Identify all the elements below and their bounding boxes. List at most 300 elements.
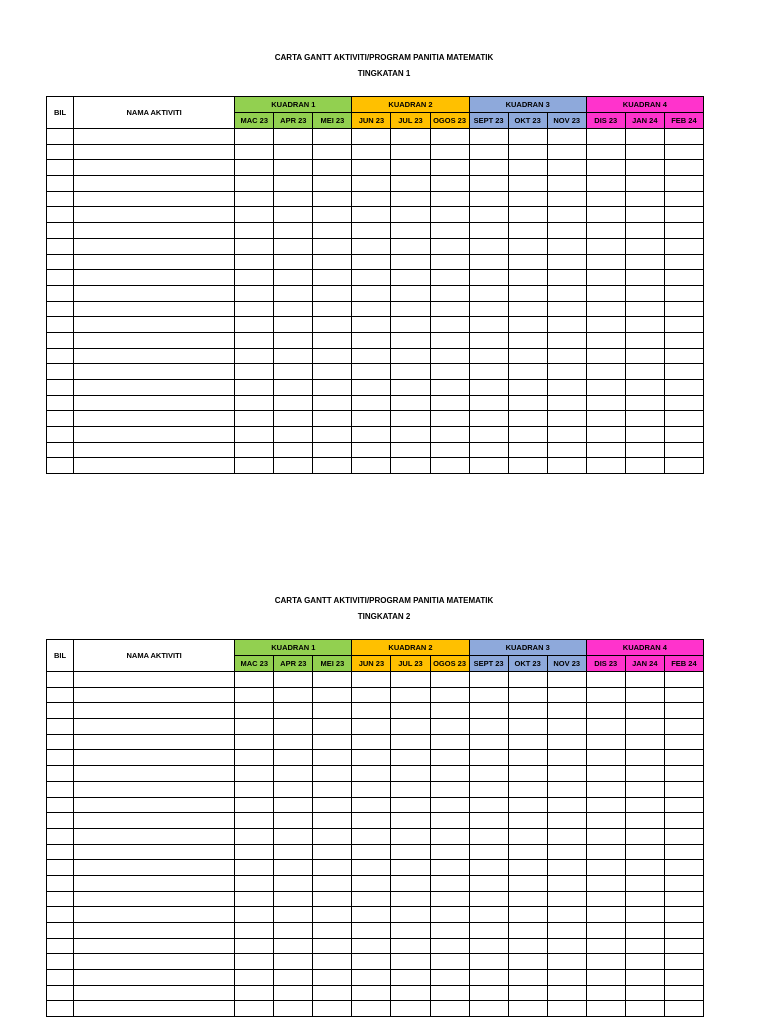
month-cell xyxy=(235,985,274,1001)
month-cell xyxy=(547,734,586,750)
month-cell xyxy=(430,411,469,427)
month-cell xyxy=(508,1001,547,1017)
month-cell xyxy=(235,828,274,844)
month-cell xyxy=(586,1001,625,1017)
month-cell xyxy=(274,223,313,239)
month-cell xyxy=(235,766,274,782)
month-cell xyxy=(547,380,586,396)
month-cell xyxy=(508,285,547,301)
month-cell xyxy=(508,750,547,766)
month-cell xyxy=(508,129,547,145)
month-cell xyxy=(235,223,274,239)
month-cell xyxy=(352,813,391,829)
month-cell xyxy=(586,238,625,254)
month-cell xyxy=(508,828,547,844)
month-cell xyxy=(352,828,391,844)
month-cell xyxy=(391,301,430,317)
month-cell xyxy=(313,395,352,411)
activity-name-cell xyxy=(74,923,235,939)
activity-name-cell xyxy=(74,144,235,160)
month-cell xyxy=(586,285,625,301)
activity-name-cell xyxy=(74,254,235,270)
month-cell xyxy=(625,364,664,380)
month-cell xyxy=(430,985,469,1001)
bil-cell xyxy=(47,238,74,254)
month-cell xyxy=(586,191,625,207)
month-cell xyxy=(469,891,508,907)
month-cell xyxy=(625,797,664,813)
month-cell xyxy=(352,144,391,160)
table-row xyxy=(47,875,704,891)
bil-cell xyxy=(47,813,74,829)
month-cell xyxy=(586,395,625,411)
table-row xyxy=(47,144,704,160)
month-cell xyxy=(547,672,586,688)
month-cell xyxy=(469,458,508,474)
bil-cell xyxy=(47,828,74,844)
month-cell xyxy=(625,254,664,270)
month-cell xyxy=(586,985,625,1001)
month-cell xyxy=(664,828,703,844)
bil-cell xyxy=(47,442,74,458)
month-cell xyxy=(547,458,586,474)
activity-name-cell xyxy=(74,781,235,797)
month-cell xyxy=(352,364,391,380)
month-cell xyxy=(274,254,313,270)
bil-cell xyxy=(47,144,74,160)
quarter-3-header: KUADRAN 3 xyxy=(469,640,586,656)
month-cell xyxy=(313,129,352,145)
month-cell xyxy=(274,160,313,176)
bil-cell xyxy=(47,954,74,970)
month-header: OKT 23 xyxy=(508,656,547,672)
month-cell xyxy=(547,254,586,270)
month-cell xyxy=(274,176,313,192)
month-cell xyxy=(352,380,391,396)
month-cell xyxy=(508,875,547,891)
month-cell xyxy=(430,285,469,301)
bil-cell xyxy=(47,380,74,396)
month-cell xyxy=(352,797,391,813)
month-cell xyxy=(352,427,391,443)
month-cell xyxy=(469,813,508,829)
month-cell xyxy=(586,411,625,427)
month-cell xyxy=(586,750,625,766)
month-cell xyxy=(430,970,469,986)
activity-name-cell xyxy=(74,238,235,254)
month-cell xyxy=(508,191,547,207)
month-cell xyxy=(352,781,391,797)
month-cell xyxy=(274,719,313,735)
month-cell xyxy=(235,703,274,719)
month-cell xyxy=(274,129,313,145)
month-cell xyxy=(274,395,313,411)
bil-cell xyxy=(47,411,74,427)
table-row xyxy=(47,891,704,907)
month-cell xyxy=(625,734,664,750)
month-cell xyxy=(469,129,508,145)
month-cell xyxy=(508,160,547,176)
month-cell xyxy=(469,442,508,458)
month-cell xyxy=(625,672,664,688)
month-cell xyxy=(508,238,547,254)
month-cell xyxy=(508,144,547,160)
table-row xyxy=(47,672,704,688)
month-cell xyxy=(664,891,703,907)
bil-cell xyxy=(47,750,74,766)
activity-name-cell xyxy=(74,458,235,474)
table-row xyxy=(47,766,704,782)
month-cell xyxy=(625,891,664,907)
month-cell xyxy=(235,844,274,860)
month-cell xyxy=(430,238,469,254)
activity-name-cell xyxy=(74,191,235,207)
month-cell xyxy=(235,875,274,891)
month-cell xyxy=(274,332,313,348)
table-row xyxy=(47,797,704,813)
table-row xyxy=(47,160,704,176)
month-cell xyxy=(274,828,313,844)
month-cell xyxy=(508,985,547,1001)
month-cell xyxy=(469,301,508,317)
month-cell xyxy=(664,923,703,939)
month-cell xyxy=(274,875,313,891)
table-row xyxy=(47,238,704,254)
month-header: OGOS 23 xyxy=(430,113,469,129)
month-cell xyxy=(391,813,430,829)
bil-cell xyxy=(47,923,74,939)
month-cell xyxy=(586,907,625,923)
activity-name-cell xyxy=(74,176,235,192)
month-cell xyxy=(664,427,703,443)
month-cell xyxy=(664,970,703,986)
table-row xyxy=(47,207,704,223)
quarter-4-header: KUADRAN 4 xyxy=(586,640,703,656)
month-cell xyxy=(391,458,430,474)
month-cell xyxy=(235,719,274,735)
month-cell xyxy=(508,411,547,427)
activity-name-cell xyxy=(74,395,235,411)
month-cell xyxy=(469,828,508,844)
activity-name-cell xyxy=(74,687,235,703)
month-cell xyxy=(313,719,352,735)
month-cell xyxy=(586,954,625,970)
month-header: SEPT 23 xyxy=(469,113,508,129)
month-cell xyxy=(547,160,586,176)
month-cell xyxy=(313,970,352,986)
month-cell xyxy=(352,223,391,239)
month-cell xyxy=(313,458,352,474)
month-cell xyxy=(586,687,625,703)
month-cell xyxy=(352,332,391,348)
month-cell xyxy=(235,176,274,192)
bil-cell xyxy=(47,458,74,474)
month-cell xyxy=(469,160,508,176)
table-row xyxy=(47,828,704,844)
month-cell xyxy=(274,364,313,380)
form-level-subtitle: TINGKATAN 2 xyxy=(357,612,411,621)
month-cell xyxy=(430,703,469,719)
month-cell xyxy=(469,1001,508,1017)
month-cell xyxy=(469,238,508,254)
month-cell xyxy=(235,301,274,317)
month-cell xyxy=(391,176,430,192)
month-cell xyxy=(508,395,547,411)
month-cell xyxy=(625,144,664,160)
month-cell xyxy=(352,907,391,923)
month-cell xyxy=(313,254,352,270)
month-cell xyxy=(664,160,703,176)
table-row xyxy=(47,395,704,411)
month-cell xyxy=(469,797,508,813)
month-cell xyxy=(235,348,274,364)
month-cell xyxy=(625,380,664,396)
table-row xyxy=(47,254,704,270)
quarter-1-header: KUADRAN 1 xyxy=(235,640,352,656)
activity-name-cell xyxy=(74,285,235,301)
month-cell xyxy=(625,860,664,876)
activity-name-cell xyxy=(74,844,235,860)
month-cell xyxy=(391,781,430,797)
month-cell xyxy=(547,781,586,797)
table-row xyxy=(47,223,704,239)
month-cell xyxy=(313,766,352,782)
form-level-subtitle: TINGKATAN 1 xyxy=(357,69,411,78)
table-row xyxy=(47,191,704,207)
quarter-2-header: KUADRAN 2 xyxy=(352,97,469,113)
month-cell xyxy=(469,348,508,364)
month-cell xyxy=(352,766,391,782)
month-cell xyxy=(547,1001,586,1017)
month-cell xyxy=(352,207,391,223)
month-cell xyxy=(235,395,274,411)
month-cell xyxy=(313,176,352,192)
bil-cell xyxy=(47,176,74,192)
month-cell xyxy=(625,938,664,954)
month-cell xyxy=(313,144,352,160)
month-cell xyxy=(430,938,469,954)
month-cell xyxy=(313,270,352,286)
month-cell xyxy=(391,160,430,176)
month-cell xyxy=(430,875,469,891)
document-title: CARTA GANTT AKTIVITI/PROGRAM PANITIA MATEMATIK xyxy=(274,596,494,605)
activity-name-cell xyxy=(74,442,235,458)
month-cell xyxy=(547,207,586,223)
table-row xyxy=(47,411,704,427)
month-cell xyxy=(547,687,586,703)
bil-cell xyxy=(47,1001,74,1017)
month-cell xyxy=(469,844,508,860)
table-row xyxy=(47,442,704,458)
quarter-2-header: KUADRAN 2 xyxy=(352,640,469,656)
month-cell xyxy=(469,985,508,1001)
bil-cell xyxy=(47,719,74,735)
month-cell xyxy=(586,380,625,396)
month-cell xyxy=(508,938,547,954)
month-cell xyxy=(313,938,352,954)
month-cell xyxy=(313,160,352,176)
month-cell xyxy=(274,985,313,1001)
activity-name-cell xyxy=(74,332,235,348)
bil-cell xyxy=(47,860,74,876)
month-cell xyxy=(313,781,352,797)
month-cell xyxy=(391,332,430,348)
month-cell xyxy=(352,458,391,474)
month-cell xyxy=(469,954,508,970)
month-cell xyxy=(625,687,664,703)
month-cell xyxy=(430,828,469,844)
month-cell xyxy=(430,270,469,286)
bil-cell xyxy=(47,687,74,703)
month-cell xyxy=(508,860,547,876)
month-cell xyxy=(586,301,625,317)
month-cell xyxy=(352,672,391,688)
month-cell xyxy=(352,860,391,876)
month-cell xyxy=(469,719,508,735)
month-cell xyxy=(664,703,703,719)
activity-name-cell xyxy=(74,207,235,223)
month-cell xyxy=(547,332,586,348)
month-cell xyxy=(430,719,469,735)
month-cell xyxy=(313,907,352,923)
month-cell xyxy=(586,781,625,797)
bil-cell xyxy=(47,395,74,411)
month-cell xyxy=(547,703,586,719)
table-row xyxy=(47,317,704,333)
table-row xyxy=(47,954,704,970)
month-cell xyxy=(508,672,547,688)
month-cell xyxy=(352,254,391,270)
month-cell xyxy=(664,797,703,813)
month-cell xyxy=(274,938,313,954)
month-cell xyxy=(469,364,508,380)
table-row xyxy=(47,750,704,766)
gantt-section-1 xyxy=(0,52,768,125)
month-cell xyxy=(352,411,391,427)
month-cell xyxy=(508,380,547,396)
month-header: MEI 23 xyxy=(313,113,352,129)
month-cell xyxy=(391,719,430,735)
month-header: JUN 23 xyxy=(352,656,391,672)
month-cell xyxy=(391,750,430,766)
month-cell xyxy=(625,411,664,427)
month-header: OGOS 23 xyxy=(430,656,469,672)
activity-name-cell xyxy=(74,813,235,829)
month-cell xyxy=(469,907,508,923)
month-cell xyxy=(508,954,547,970)
month-cell xyxy=(469,750,508,766)
month-cell xyxy=(586,144,625,160)
month-cell xyxy=(508,923,547,939)
month-cell xyxy=(469,317,508,333)
month-cell xyxy=(235,672,274,688)
month-cell xyxy=(664,781,703,797)
table-row xyxy=(47,923,704,939)
month-cell xyxy=(625,828,664,844)
month-cell xyxy=(508,207,547,223)
month-cell xyxy=(664,144,703,160)
month-cell xyxy=(547,301,586,317)
month-cell xyxy=(547,364,586,380)
month-cell xyxy=(352,191,391,207)
month-cell xyxy=(391,766,430,782)
table-row xyxy=(47,719,704,735)
month-cell xyxy=(664,176,703,192)
table-row xyxy=(47,364,704,380)
month-header: APR 23 xyxy=(274,656,313,672)
month-cell xyxy=(235,427,274,443)
month-cell xyxy=(508,719,547,735)
month-cell xyxy=(430,734,469,750)
month-cell xyxy=(391,734,430,750)
month-cell xyxy=(235,285,274,301)
month-cell xyxy=(235,144,274,160)
month-cell xyxy=(313,442,352,458)
activity-name-cell xyxy=(74,719,235,735)
month-cell xyxy=(547,860,586,876)
bil-cell xyxy=(47,191,74,207)
activity-name-cell xyxy=(74,223,235,239)
month-header: MAC 23 xyxy=(235,656,274,672)
bil-cell xyxy=(47,907,74,923)
month-cell xyxy=(391,907,430,923)
month-cell xyxy=(664,364,703,380)
month-cell xyxy=(235,813,274,829)
month-cell xyxy=(235,750,274,766)
month-cell xyxy=(430,301,469,317)
month-cell xyxy=(235,797,274,813)
month-cell xyxy=(313,364,352,380)
month-cell xyxy=(235,332,274,348)
bil-cell xyxy=(47,129,74,145)
month-cell xyxy=(508,781,547,797)
month-cell xyxy=(235,317,274,333)
month-cell xyxy=(391,411,430,427)
month-cell xyxy=(430,813,469,829)
month-cell xyxy=(469,380,508,396)
month-cell xyxy=(430,907,469,923)
month-header: DIS 23 xyxy=(586,113,625,129)
month-cell xyxy=(352,442,391,458)
month-cell xyxy=(625,348,664,364)
month-cell xyxy=(469,285,508,301)
month-cell xyxy=(547,875,586,891)
activity-name-cell xyxy=(74,766,235,782)
month-cell xyxy=(430,923,469,939)
month-cell xyxy=(547,223,586,239)
table-row xyxy=(47,427,704,443)
month-cell xyxy=(625,285,664,301)
month-cell xyxy=(391,797,430,813)
month-cell xyxy=(664,1001,703,1017)
bil-cell xyxy=(47,970,74,986)
month-cell xyxy=(274,766,313,782)
month-cell xyxy=(391,129,430,145)
month-cell xyxy=(625,238,664,254)
month-cell xyxy=(352,687,391,703)
month-cell xyxy=(235,938,274,954)
month-cell xyxy=(274,750,313,766)
month-cell xyxy=(547,191,586,207)
month-cell xyxy=(625,332,664,348)
activity-name-cell xyxy=(74,938,235,954)
month-cell xyxy=(469,176,508,192)
bil-cell xyxy=(47,844,74,860)
month-cell xyxy=(274,734,313,750)
month-cell xyxy=(274,207,313,223)
table-row xyxy=(47,301,704,317)
month-cell xyxy=(235,891,274,907)
